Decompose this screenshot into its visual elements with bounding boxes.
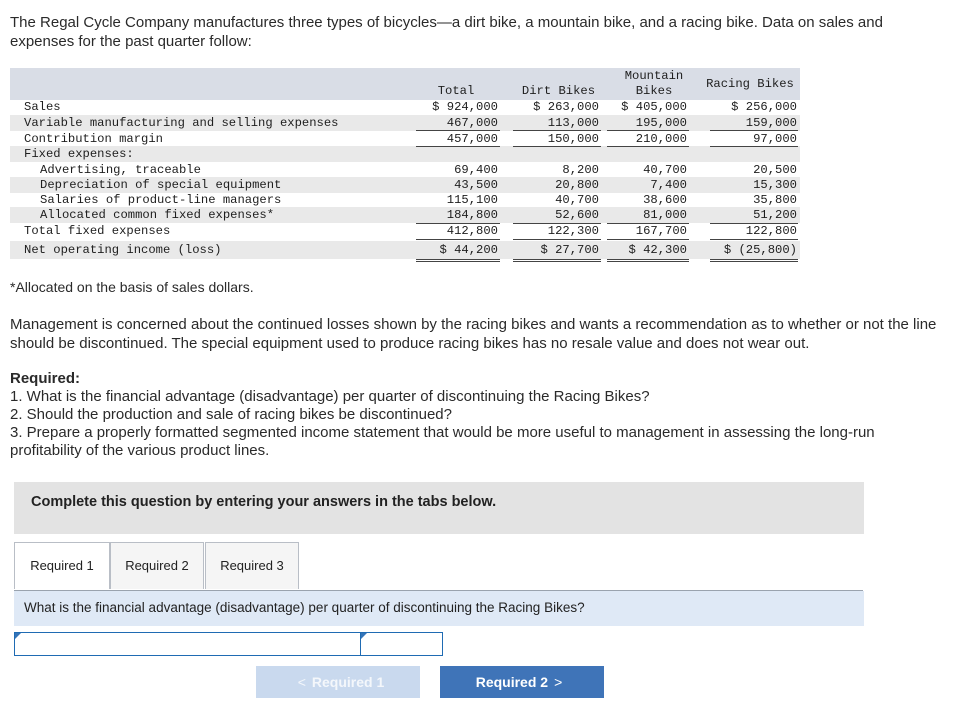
instruction-banner xyxy=(14,482,864,534)
header-mountain-line1: Mountain xyxy=(624,69,684,83)
cell-total: $ 924,000 xyxy=(432,100,498,114)
cell-mountain: 81,000 xyxy=(643,208,687,222)
cell-total: 457,000 xyxy=(446,132,498,146)
table-row xyxy=(10,162,800,178)
cell-racing: 97,000 xyxy=(753,132,797,146)
chevron-left-icon: < xyxy=(297,674,306,690)
underline xyxy=(607,146,689,147)
cell-mountain: 210,000 xyxy=(635,132,687,146)
cell-dirt: $ 27,700 xyxy=(540,243,599,257)
question-banner xyxy=(14,591,864,626)
underline xyxy=(710,239,798,240)
prev-button[interactable] xyxy=(256,666,420,698)
tab-required-3[interactable]: Required 3 xyxy=(205,542,299,589)
underline xyxy=(710,130,798,131)
answer-label-cell[interactable] xyxy=(14,632,361,656)
next-button-label: Required 2 xyxy=(475,674,549,690)
cell-racing: 122,800 xyxy=(745,224,797,238)
underline xyxy=(607,239,689,240)
cell-dirt: 150,000 xyxy=(547,132,599,146)
question-text: What is the financial advantage (disadvantage) per quarter of discontinuing the Racing Bikes? xyxy=(24,600,585,615)
row-label: Net operating income (loss) xyxy=(24,243,222,257)
cell-racing: $ 256,000 xyxy=(731,100,797,114)
double-underline xyxy=(416,259,500,262)
answer-amount-cell[interactable] xyxy=(360,632,443,656)
underline xyxy=(710,146,798,147)
footnote: *Allocated on the basis of sales dollars. xyxy=(10,279,254,295)
table-row xyxy=(10,241,800,259)
cell-mountain: 195,000 xyxy=(635,116,687,130)
header-total: Total xyxy=(437,84,475,98)
cell-dirt: 52,600 xyxy=(555,208,599,222)
header-dirt-bikes: Dirt Bikes xyxy=(521,84,596,98)
management-paragraph: Management is concerned about the continued losses shown by the racing bikes and wants a recommendation as to whether or not the line should be discontinued. The special equipment used to produce racing bikes has no resale value and does not wear out. xyxy=(10,316,937,352)
chevron-right-icon: > xyxy=(554,674,563,690)
row-label: Contribution margin xyxy=(24,132,163,146)
cell-mountain: 38,600 xyxy=(643,193,687,207)
cell-mountain: $ 405,000 xyxy=(621,100,687,114)
table-row xyxy=(10,177,800,193)
row-label: Advertising, traceable xyxy=(40,163,201,177)
double-underline xyxy=(513,259,601,262)
cell-dirt: 8,200 xyxy=(562,163,599,177)
cell-total: 467,000 xyxy=(446,116,498,130)
cell-total: $ 44,200 xyxy=(439,243,498,257)
cell-racing: 159,000 xyxy=(745,116,797,130)
answer-amount-input[interactable] xyxy=(361,633,442,655)
intro-text: The Regal Cycle Company manufactures three types of bicycles—a dirt bike, a mountain bike, and a racing bike. Data on sales and expenses for the past quarter follow: xyxy=(10,14,883,50)
header-racing-bikes: Racing Bikes xyxy=(706,77,794,91)
underline xyxy=(513,223,601,224)
cell-mountain: $ 42,300 xyxy=(628,243,687,257)
underline xyxy=(513,130,601,131)
double-underline xyxy=(607,259,689,262)
row-label: Variable manufacturing and selling expenses xyxy=(24,116,339,130)
table-row xyxy=(10,131,800,147)
row-label: Allocated common fixed expenses* xyxy=(40,208,275,222)
table-row xyxy=(10,207,800,223)
cell-total: 115,100 xyxy=(446,193,498,207)
row-label: Salaries of product-line managers xyxy=(40,193,282,207)
cell-racing: 51,200 xyxy=(753,208,797,222)
table-row xyxy=(10,146,800,162)
underline xyxy=(710,223,798,224)
cell-racing: 15,300 xyxy=(753,178,797,192)
required-item-3: 3. Prepare a properly formatted segmented income statement that would be more useful to management in assessing the long-run profitability of the various product lines. xyxy=(10,424,875,459)
cell-racing: $ (25,800) xyxy=(723,243,797,257)
prev-button-label: Required 1 xyxy=(311,674,385,690)
cell-dirt: 40,700 xyxy=(555,193,599,207)
row-label: Sales xyxy=(24,100,61,114)
tab-required-1[interactable]: Required 1 xyxy=(14,542,110,589)
underline xyxy=(416,223,500,224)
required-section xyxy=(10,370,940,460)
required-item-2: 2. Should the production and sale of racing bikes be discontinued? xyxy=(10,406,452,423)
cell-dirt: 113,000 xyxy=(547,116,599,130)
instruction-text: Complete this question by entering your answers in the tabs below. xyxy=(31,494,497,510)
cell-racing: 35,800 xyxy=(753,193,797,207)
cell-racing: 20,500 xyxy=(753,163,797,177)
header-mountain-line2: Bikes xyxy=(635,84,673,98)
row-label: Depreciation of special equipment xyxy=(40,178,282,192)
table-row xyxy=(10,223,800,239)
answer-label-input[interactable] xyxy=(15,633,360,655)
cell-mountain: 40,700 xyxy=(643,163,687,177)
underline xyxy=(513,239,601,240)
cell-dirt: 122,300 xyxy=(547,224,599,238)
required-item-1: 1. What is the financial advantage (disadvantage) per quarter of discontinuing the Racing Bikes? xyxy=(10,388,650,405)
row-label: Total fixed expenses xyxy=(24,224,171,238)
table-row xyxy=(10,115,800,131)
underline xyxy=(607,223,689,224)
row-label: Fixed expenses: xyxy=(24,147,134,161)
double-underline xyxy=(710,259,798,262)
cell-total: 69,400 xyxy=(454,163,498,177)
cell-total: 184,800 xyxy=(446,208,498,222)
tab-bar xyxy=(14,542,863,591)
cell-total: 43,500 xyxy=(454,178,498,192)
table-row xyxy=(10,192,800,208)
cell-mountain: 7,400 xyxy=(650,178,687,192)
underline xyxy=(416,130,500,131)
next-button[interactable] xyxy=(440,666,604,698)
cell-total: 412,800 xyxy=(446,224,498,238)
underline xyxy=(607,130,689,131)
required-heading: Required: xyxy=(10,370,81,387)
cell-dirt: $ 263,000 xyxy=(533,100,599,114)
underline xyxy=(416,146,500,147)
table-row xyxy=(10,99,800,115)
cell-dirt: 20,800 xyxy=(555,178,599,192)
cell-mountain: 167,700 xyxy=(635,224,687,238)
underline xyxy=(513,146,601,147)
tab-required-2[interactable]: Required 2 xyxy=(110,542,204,589)
underline xyxy=(416,239,500,240)
